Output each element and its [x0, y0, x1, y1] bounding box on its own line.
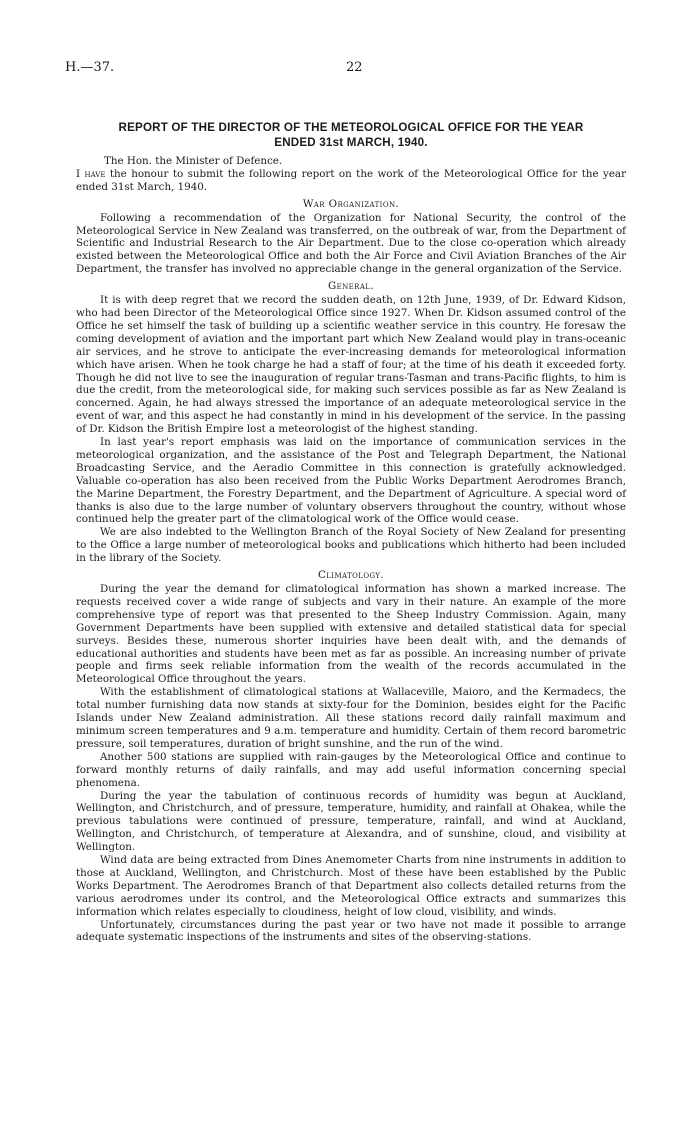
intro-lead: I have: [76, 167, 106, 180]
intro-paragraph: [76, 168, 626, 194]
report-body: [76, 120, 626, 944]
climatology-paragraph-demand: During the year the demand for climatological information has shown a marked increase. The requests received cover a wide range of subjects and vary in their nature. An example of the more comprehensive type of report was that presented to the Sheep Industry Commission. Again, many Government Departments have been supplied with extensive and detailed statistical data for special surveys. Besides these, numerous shorter inquiries have been dealt with, and the demands of educational authorities and students have been met as far as possible. An increasing number of private people and firms seek reliable information from the wealth of the records accumulated in the Meteorological Office throughout the years.: [76, 583, 626, 686]
report-title-line-1: REPORT OF THE DIRECTOR OF THE METEOROLOGICAL OFFICE FOR THE YEAR: [118, 121, 584, 134]
page-number: 22: [346, 60, 363, 75]
section-heading-climatology: Climatology.: [317, 569, 385, 582]
report-title: [76, 120, 626, 150]
general-paragraph-kidson: It is with deep regret that we record the sudden death, on 12th June, 1939, of Dr. Edward Kidson, who had been Director of the Meteorological Office since 1927. When Dr. Kidson assumed control of the Office he set himself the task of building up a scientific weather service in this country. He foresaw the coming development of aviation and the important part which New Zealand would play in trans-oceanic air services, and he strove to anticipate the ever-increasing demands for meteorological information which have arisen. When he took charge he had a staff of four; at the time of his death it exceeded forty. Though he did not live to see the inauguration of regular trans-Tasman and trans-Pacific flights, to him is due the credit, from the meteorological side, for making such services possible as far as New Zealand is concerned. Again, he had always stressed the importance of an adequate meteorological service in the event of war, and this aspect he had constantly in mind in his development of the service. In the passing of Dr. Kidson the British Empire lost a meteorologist of the highest standing.: [76, 294, 626, 436]
climatology-paragraph-stations: With the establishment of climatological stations at Wallaceville, Maioro, and the Kermadecs, the total number furnishing data now stands at sixty-four for the Dominion, besides eight for the Pacific Islands under New Zealand administration. All these stations record daily rainfall maximum and minimum screen temperatures and 9 a.m. temperature and humidity. Certain of them record barometric pressure, soil temperatures, duration of bright sunshine, and the run of the wind.: [76, 686, 626, 750]
intro-rest: the honour to submit the following report on the work of the Meteorological Office for the year ended 31st March, 1940.: [76, 167, 626, 193]
salutation: The Hon. the Minister of Defence.: [104, 155, 283, 167]
climatology-paragraph-tabulation: During the year the tabulation of continuous records of humidity was begun at Auckland, Wellington, and Christchurch, and of pressure, temperature, humidity, and rainfall at Ohakea, while the previous tabulations were continued of pressure, temperature, rainfall, and wind at Auckland, Wellington, and Christchurch, of temperature at Alexandra, and of sunshine, cloud, and visibility at Wellington.: [76, 789, 626, 854]
report-title-line-2: ENDED 31st MARCH, 1940.: [274, 136, 428, 149]
climatology-paragraph-rain-gauges: Another 500 stations are supplied with rain-gauges by the Meteorological Office and continue to forward monthly returns of daily rainfalls, and may add useful information concerning special phenomena.: [76, 750, 626, 789]
document-reference: H.—37.: [65, 60, 115, 75]
section-heading-general: General.: [327, 280, 375, 293]
climatology-paragraph-inspections: Unfortunately, circumstances during the past year or two have not made it possible to arrange adequate systematic inspections of the instruments and sites of the observing-stations.: [76, 918, 626, 944]
general-paragraph-communication: In last year's report emphasis was laid on the importance of communication services in the meteorological organization, and the assistance of the Post and Telegraph Department, the National Broadcasting Service, and the Aeradio Committee in this connection is gratefully acknowledged. Valuable co-operation has also been received from the Public Works Department Aerodromes Branch, the Marine Department, the Forestry Department, and the Department of Agriculture. A special word of thanks is also due to the large number of voluntary observers throughout the country, without whose continued help the greater part of the climatological work of the Office would cease.: [76, 436, 626, 526]
general-paragraph-royal-society: We are also indebted to the Wellington Branch of the Royal Society of New Zealand for presenting to the Office a large number of meteorological books and publications which hitherto had been included in the library of the Society.: [76, 526, 626, 565]
section-heading-war-organization: War Organization.: [302, 197, 400, 210]
war-organization-paragraph: Following a recommendation of the Organization for National Security, the control of the Meteorological Service in New Zealand was transferred, on the outbreak of war, from the Department of Scientific and Industrial Research to the Air Department. Due to the close co-operation which already existed between the Meteorological Office and both the Air Force and Civil Aviation Branches of the Air Department, the transfer has involved no appreciable change in the general organization of the Service.: [76, 211, 626, 276]
climatology-paragraph-wind-data: Wind data are being extracted from Dines Anemometer Charts from nine instruments in addition to those at Auckland, Wellington, and Christchurch. Most of these have been established by the Public Works Department. The Aerodromes Branch of that Department also collects detailed returns from the various aerodromes under its control, and the Meteorological Office extracts and summarizes this information which relates especially to cloudiness, height of low cloud, visibility, and winds.: [76, 854, 626, 918]
